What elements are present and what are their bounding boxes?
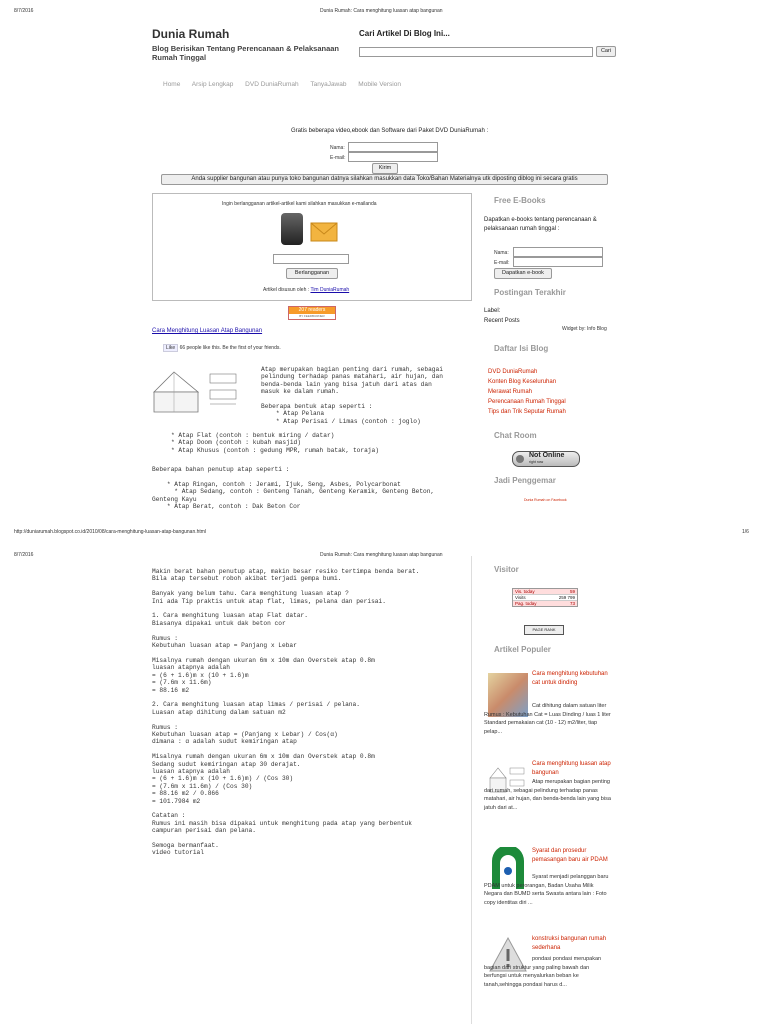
like-text: 66 people like this. Be the first of your friends. [179, 345, 281, 351]
toc-item-perencanaan[interactable]: Perencanaan Rumah Tinggal [488, 399, 566, 405]
print-date-2: 8/7/2016 [14, 552, 34, 558]
toc-item-dvd[interactable]: DVD DuniaRumah [488, 369, 538, 375]
print-title: Dunia Rumah: Cara menghitung luasan atap bangunan [320, 8, 443, 14]
ebooks-button[interactable]: Dapatkan e-book [494, 268, 552, 279]
popular-title-link[interactable]: Syarat dan prosedur pemasangan baru air PDAM [532, 848, 608, 863]
like-button[interactable]: Like [163, 344, 178, 352]
pagerank-badge[interactable]: PAGE RANK [524, 625, 564, 635]
visitor-title: Visitor [494, 565, 519, 574]
popular-snippet: Atap merupakan bagian penting dari rumah, sebagai pelindung terhadap panas matahari, air hujan, dan benda-benda lain yang bisa jatuh dari at... [484, 779, 611, 811]
subscribe-email-input[interactable] [273, 254, 349, 264]
article-title-link[interactable]: Cara Menghitung Luasan Atap Bangunan [152, 328, 263, 334]
article-body: Makin berat bahan penutup atap, makin besar resiko tertimpa benda berat. Bila atap tersebut roboh akibat terjadi gempa bumi. Banyak yang belum tahu. Cara menghitung luasan atap ? Ini ada Tip praktis untuk atap flat, limas, pelana dan perisai. 1. Cara menghitung luasan atap Flat datar. Biasanya dipakai untuk dak beton cor Rumus : Kebutuhan luasan atap = Panjang x Lebar Misalnya rumah dengan ukuran 6m x 10m dan Overstek atap 0.8m luasan atapnya adalah = (6 + 1.6)m x (10 + 1.6)m = (7.6m x 11.6m) = 88.16 m2 2. Cara menghitung luasan atap limas / perisai / pelana. Luasan atap dihitung dalam satuan m2 Rumus : Kebutuhan luasan atap = (Panjang x Lebar) / Cos(α) dimana : α adalah sudut kemiringan atap Misalnya rumah dengan ukuran 6m x 10m dan Overstek atap 0.8m Sedang sudut kemiringan atap 30 derajat. luasan atapnya adalah = (6 + 1.6)m x (10 + 1.6)m) / (Cos 30) = (7.6m x 11.6m) / (Cos 30) = 88.16 m2 / 0.866 = 101.7984 m2 Catatan : Rumus ini masih bisa dipakai untuk menghitung pada atap yang berbentuk campuran perisai dan pelana. Semoga bermanfaat. video tutorial [152, 568, 420, 857]
print-url: http://duniarumah.blogspot.co.id/2010/08/cara-menghitung-luasan-atap-bangunan.html [14, 529, 207, 535]
toc-item-konten[interactable]: Konten Blog Keseluruhan [488, 379, 557, 385]
chat-status-badge[interactable] [512, 451, 580, 467]
nav-arsip[interactable]: Arsip Lengkap [191, 81, 234, 88]
ebooks-text: Dapatkan e-books tentang perencanaan & pelaksanaan rumah tinggal : [484, 217, 597, 232]
ebooks-email-label: E-mail: [494, 260, 510, 266]
popular-title-link[interactable]: konstruksi bangunan rumah sederhana [532, 936, 607, 951]
roof-diagram [152, 364, 252, 424]
nav-dvd[interactable]: DVD DuniaRumah [245, 81, 299, 88]
recent-posts[interactable]: Recent Posts [484, 318, 520, 324]
subscribe-text: Ingin berlangganan artikel-artikel kami silahkan masukkan e-mailanda [222, 201, 377, 207]
print-page: 1/6 [742, 529, 749, 535]
promo-name-input[interactable] [348, 142, 438, 152]
top-nav [163, 81, 411, 88]
feedburner-badge[interactable] [288, 306, 336, 320]
popular-title: Artikel Populer [494, 645, 551, 654]
search-button[interactable]: Cari [596, 46, 616, 57]
subscribe-author: Artikel disusun oleh : Tim DuniaRumah [263, 287, 350, 293]
ebooks-email-input[interactable] [513, 257, 603, 267]
toc-list [488, 367, 566, 417]
status-dot-icon [516, 455, 524, 463]
search-input[interactable] [359, 47, 593, 57]
ebooks-title: Free E-Books [494, 196, 546, 205]
visitor-row: Visits 259 799 [515, 595, 575, 600]
label-text: Label: [484, 308, 501, 314]
fans-link[interactable]: Dunia Rumah on Facebook [524, 498, 567, 502]
author-link[interactable]: Tim DuniaRumah [310, 287, 350, 293]
toc-item-tips[interactable]: Tips dan Trik Seputar Rumah [488, 409, 566, 415]
roof-materials: Beberapa bahan penutup atap seperti : * Atap Ringan, contoh : Jerami, Ijuk, Seng, Asbes, Polycarbonat * Atap Sedang, contoh : Genteng Tanah, Genteng Keramik, Genteng Beton, Genteng Kayu * Atap Berat, contoh : Dak Beton Cor [152, 466, 435, 511]
ebooks-name-label: Nama: [494, 250, 509, 256]
envelope-icon [309, 215, 339, 245]
nav-mobile[interactable]: Mobile Version [358, 81, 401, 88]
subscribe-box [152, 193, 472, 301]
promo-submit-button[interactable]: Kirim [372, 163, 398, 174]
fans-title: Jadi Penggemar [494, 476, 556, 485]
chat-sub: right now [529, 460, 544, 464]
chat-status: Not Online [529, 452, 565, 459]
visitor-row: Pag. today 73 [515, 601, 575, 606]
blog-title[interactable]: Dunia Rumah [152, 27, 230, 41]
widget-by[interactable]: Widget by: Info Blog [562, 326, 607, 332]
ebooks-name-input[interactable] [513, 247, 603, 257]
phone-icon [281, 213, 303, 245]
feed-count: 207 readers [289, 307, 335, 314]
subscribe-button[interactable]: Berlangganan [286, 268, 338, 279]
print-title-2: Dunia Rumah: Cara menghitung luasan atap bangunan [320, 552, 443, 558]
nav-home[interactable]: Home [163, 81, 181, 88]
print-date: 8/7/2016 [14, 8, 34, 14]
promo-text: Gratis beberapa video,ebook dan Software dari Paket DVD DuniaRumah : [291, 128, 489, 134]
promo-email-input[interactable] [348, 152, 438, 162]
sidebar-divider [471, 556, 472, 1024]
supplier-bar-button[interactable]: Anda supplier bangunan atau punya toko bangunan datnya silahkan masukkan data Toko/Bahan Materialnya utk diposting diblog ini secara gratis [161, 174, 608, 185]
popular-title-link[interactable]: Cara menghitung kebutuhan cat untuk dinding [532, 671, 608, 686]
nav-tanyajawab[interactable]: TanyaJawab [310, 81, 347, 88]
like-row [163, 345, 281, 351]
visitor-row: Vis. today 59 [515, 589, 575, 594]
popular-title-link[interactable]: Cara menghitung luasan atap bangunan [532, 761, 611, 776]
search-title: Cari Artikel Di Blog Ini... [359, 29, 450, 38]
popular-snippet: Cat dihitung dalam satuan liter Rumus : Kebutuhan Cat = Luas Dinding / luas 1 liter Standard pemakaian cat (10 - 12) m2/liter, tiap pelap... [484, 703, 611, 735]
promo-name-label: Nama: [330, 145, 345, 151]
feed-sub: BY FEEDBURNER [299, 314, 325, 318]
chat-title: Chat Room [494, 431, 537, 440]
visitor-counter [512, 588, 578, 607]
roof-shapes-list: * Atap Flat (contoh : bentuk miring / datar) * Atap Doom (contoh : kubah masjid) * Atap Khusus (contoh : gedung MPR, rumah batak, toraja) [171, 432, 379, 454]
article-intro: Atap merupakan bagian penting dari rumah, sebagai pelindung terhadap panas matahari, air hujan, dan benda-benda lain yang bisa jatuh dari atas dan masuk ke dalam rumah. Beberapa bentuk atap seperti : * Atap Pelana * Atap Perisai / Limas (contoh : joglo) [261, 366, 443, 425]
toc-item-merawat[interactable]: Merawat Rumah [488, 389, 533, 395]
popular-snippet: Syarat menjadi pelanggan baru PDAM untuk perorangan, Badan Usaha Milik Negara dan BUMD serta Swasta antara lain : Foto copy identitas diri ... [484, 874, 609, 906]
blog-tagline: Blog Berisikan Tentang Perencanaan & Pelaksanaan Rumah Tinggal [152, 44, 340, 62]
promo-email-label: E-mail: [330, 155, 346, 161]
recent-title: Postingan Terakhir [494, 288, 566, 297]
toc-title: Daftar Isi Blog [494, 344, 549, 353]
popular-snippet: pondasi pondasi merupakan bagian dari struktur yang paling bawah dan berfungsi untuk menyalurkan beban ke tanah,sehingga pondasi harus d... [484, 956, 602, 988]
